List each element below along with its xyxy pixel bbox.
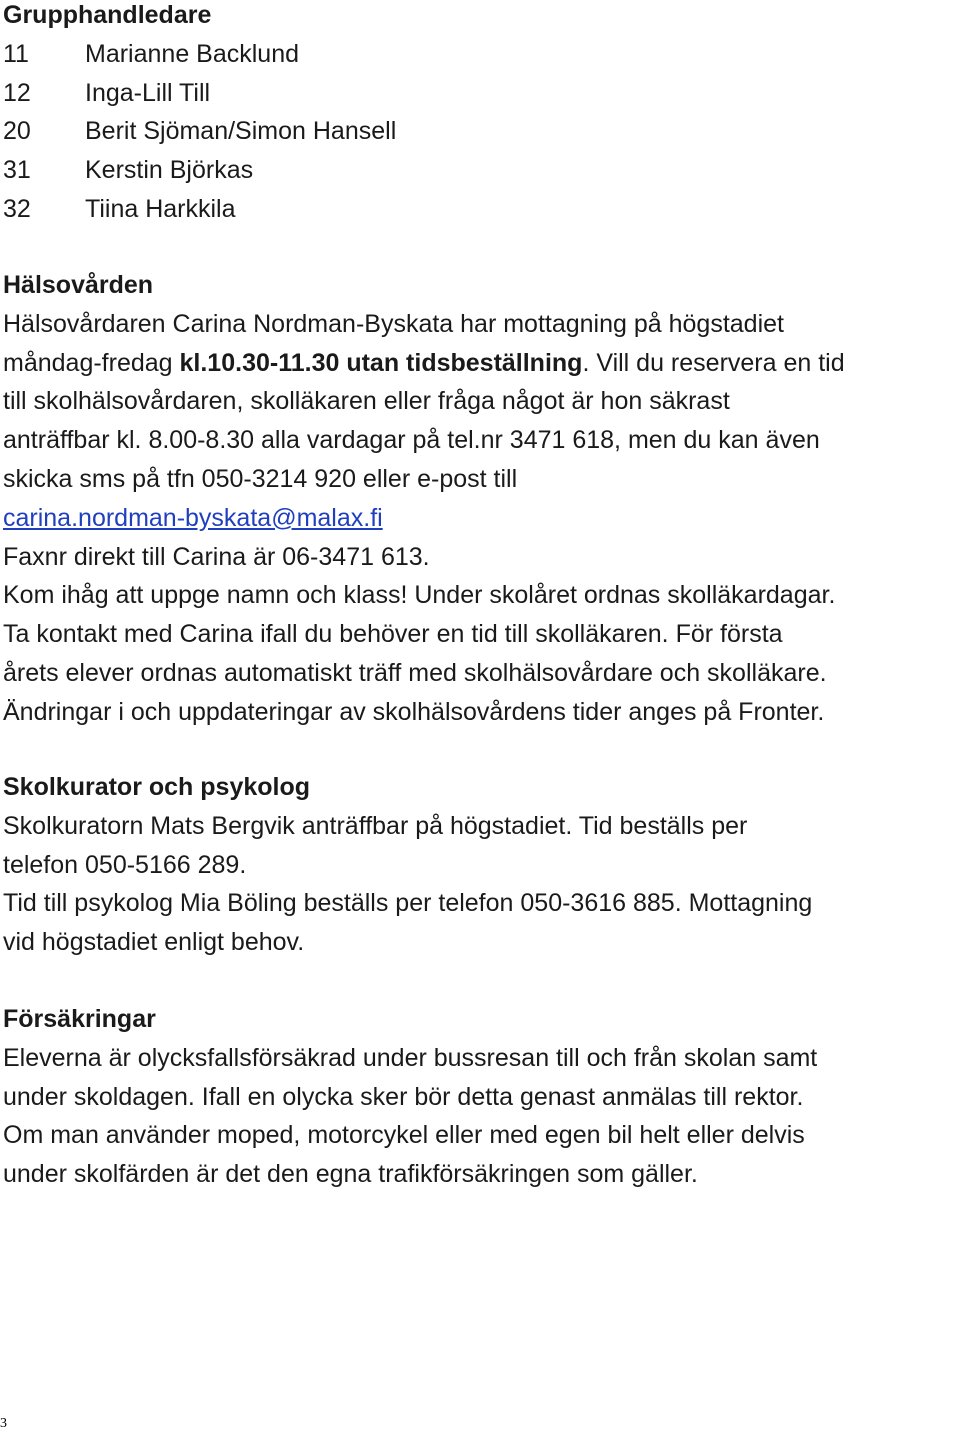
class-number: 20 — [3, 117, 31, 146]
counselor-section — [3, 768, 958, 962]
group-leader-row — [3, 190, 958, 229]
email-link[interactable]: carina.nordman-byskata@malax.fi — [3, 503, 383, 532]
reception-hours: kl.10.30-11.30 utan tidsbeställning — [179, 348, 583, 377]
counselor-heading: Skolkurator och psykolog — [3, 773, 311, 801]
insurance-line: under skolfärden är det den egna trafikförsäkringen som gäller. — [3, 1160, 698, 1189]
leader-name: Tiina Harkkila — [85, 194, 236, 223]
weekdays-text: måndag-fredag — [3, 348, 180, 377]
insurance-section — [3, 1000, 958, 1194]
group-leader-row — [3, 74, 958, 113]
health-care-line: skicka sms på tfn 050-3214 920 eller e-post till — [3, 464, 518, 493]
group-leaders-heading: Grupphandledare — [3, 1, 212, 29]
health-care-line: Ändringar i och uppdateringar av skolhälsovårdens tider anges på Fronter. — [3, 697, 825, 726]
health-care-line: årets elever ordnas automatiskt träff med skolhälsovårdare och skolläkare. — [3, 658, 827, 687]
counselor-line: vid högstadiet enligt behov. — [3, 928, 305, 957]
class-number: 31 — [3, 156, 31, 185]
group-leader-row — [3, 112, 958, 151]
reserve-text: . Vill du reservera en tid — [582, 348, 845, 377]
email-line — [3, 499, 958, 538]
class-number: 11 — [3, 39, 29, 68]
page-number: 3 — [0, 1416, 7, 1431]
health-care-heading: Hälsovården — [3, 271, 154, 299]
health-care-line: till skolhälsovårdaren, skolläkaren eller fråga något är hon säkrast — [3, 387, 730, 416]
insurance-line: Om man använder moped, motorcykel eller med egen bil helt eller delvis — [3, 1121, 805, 1150]
counselor-line: Tid till psykolog Mia Böling beställs per telefon 050-3616 885. Mottagning — [3, 889, 813, 918]
group-leader-row — [3, 35, 958, 74]
class-number: 12 — [3, 78, 31, 107]
health-care-line: anträffbar kl. 8.00-8.30 alla vardagar på tel.nr 3471 618, men du kan även — [3, 426, 820, 455]
insurance-line: under skoldagen. Ifall en olycka sker bör detta genast anmälas till rektor. — [3, 1082, 804, 1111]
health-care-line: Hälsovårdaren Carina Nordman-Byskata har mottagning på högstadiet — [3, 309, 784, 338]
class-number: 32 — [3, 194, 31, 223]
leader-name: Marianne Backlund — [85, 39, 300, 68]
leader-name: Berit Sjöman/Simon Hansell — [85, 117, 397, 146]
group-leaders-section — [3, 0, 958, 229]
health-care-hours-line — [3, 344, 958, 383]
insurance-line: Eleverna är olycksfallsförsäkrad under bussresan till och från skolan samt — [3, 1043, 818, 1072]
counselor-line: telefon 050-5166 289. — [3, 850, 247, 879]
health-care-line: Ta kontakt med Carina ifall du behöver en tid till skolläkaren. För första — [3, 620, 783, 649]
health-care-line: Kom ihåg att uppge namn och klass! Under skolåret ordnas skolläkardagar. — [3, 581, 836, 610]
counselor-line: Skolkuratorn Mats Bergvik anträffbar på högstadiet. Tid beställs per — [3, 811, 748, 840]
leader-name: Kerstin Björkas — [85, 156, 254, 185]
group-leader-row — [3, 151, 958, 190]
leader-name: Inga-Lill Till — [85, 78, 211, 107]
insurance-heading: Försäkringar — [3, 1005, 156, 1033]
health-care-section — [3, 266, 958, 732]
fax-line: Faxnr direkt till Carina är 06-3471 613. — [3, 542, 430, 571]
